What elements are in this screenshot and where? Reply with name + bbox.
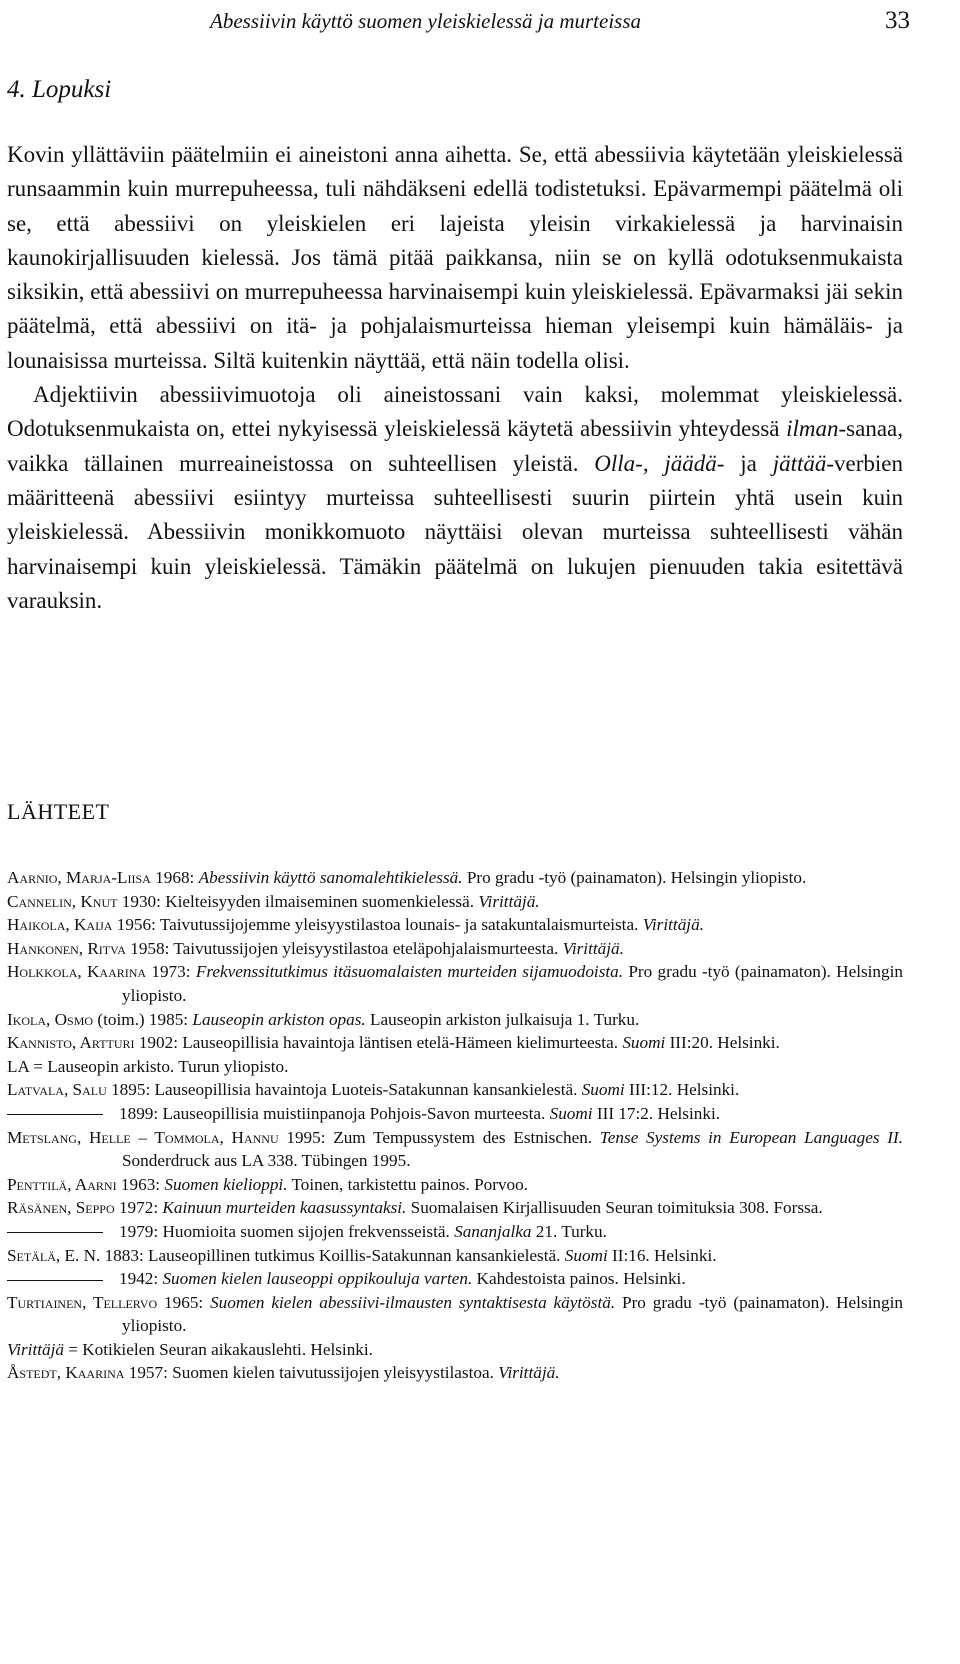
reference-entry [7,1055,903,1079]
reference-entry [7,1126,903,1173]
reference-author: Haikola, Kaija [7,915,113,935]
reference-author: Penttilä, Aarni [7,1174,117,1194]
paragraph-2 [7,378,903,618]
reference-text: 1902: Lauseopillisia havaintoja läntisen etelä-Hämeen kielimurteesta. [134,1033,623,1053]
reference-text: 1973: [146,962,196,982]
section-title: 4. Lopuksi [7,76,112,103]
reference-text: Pro gradu -työ (painamaton). Helsingin yliopisto. [122,962,903,1005]
paragraph-2-text: , [642,450,665,476]
reference-author: Holkkola, Kaarina [7,962,147,982]
reference-text: Pro gradu -työ (painamaton). Helsingin yliopisto. [462,868,807,887]
reference-entry [7,1244,903,1268]
reference-title: Suomi [622,1033,666,1053]
reference-author: Åstedt, Kaarina [7,1363,125,1383]
reference-entry [7,913,903,937]
reference-text: Toinen, tarkistettu painos. Porvoo. [287,1174,529,1194]
reference-title: Frekvenssitutkimus itäsuomalaisten murteiden sijamuodoista. [195,962,624,982]
page-number: 33 [885,7,910,34]
reference-title: Virittäjä. [562,938,624,958]
reference-text: 21. Turku. [531,1221,607,1241]
paragraph-2-text: -verbien määritteenä abessiivi esiintyy murteissa suhteellisesti suurin piirtein yhtä usein kuin yleiskielessä. Abessiivin monikkomuoto näyttäisi olevan murteissa suhteellisesti vähän harvinaisempi kuin yleiskielessä. Tämäkin päätelmä on lukujen pienuuden takia esitettävä varauksin. [7,450,903,613]
reference-entry [7,866,903,890]
reference-author: Cannelin, Knut [7,891,118,911]
reference-author: Setälä, E. N. [7,1245,101,1265]
reference-entry [7,1102,903,1126]
reference-author: Turtiainen, Tellervo [7,1292,158,1312]
reference-title: Sananjalka [454,1221,532,1241]
reference-entry [7,1031,903,1055]
paragraph-1: Kovin yllättäviin päätelmiin ei aineistoni anna aihetta. Se, että abessiivia käytetään yleiskielessä runsaammin kuin murrepuheessa, tuli nähdäkseni edellä todistetuksi. Epävarmempi päätelmä oli se, että abessiivi on yleiskielen eri lajeista yleisin virkakielessä ja harvinaisin kaunokirjallisuuden kielessä. Jos tämä pitää paikkansa, niin se on kyllä odotuksenmukaista siksikin, että abessiivi on murrepuheessa harvinaisempi kuin yleiskielessä. Epävarmaksi jäi sekin päätelmä, että abessiivi on itä- ja pohjalaismurteissa hieman yleisempi kuin hämäläis- ja lounaisissa murteissa. Siltä kuitenkin näyttää, että näin todella olisi. [7,142,903,373]
paragraph-2-text: ja [724,450,773,476]
reference-author: Kannisto, Artturi [7,1033,135,1053]
reference-list [7,866,903,1385]
reference-text: 1895: Lauseopillisia havaintoja Luoteis-Satakunnan kansankielestä. [106,1080,582,1100]
reference-text: (toim.) 1985: [93,1009,193,1029]
reference-text: 1930: Kielteisyyden ilmaiseminen suomenkielessä. [117,891,479,911]
reference-title: Virittäjä. [478,891,540,911]
reference-title: Suomi [549,1103,593,1123]
reference-entry [7,937,903,961]
reference-author: Ikola, Osmo [7,1009,94,1029]
paragraph-2-text: -sanaa, vaikka tällainen murreaineistossa on suhteellisen yleistä. [7,416,903,476]
reference-entry [7,890,903,914]
reference-text: 1942: [119,1269,163,1289]
reference-title: Virittäjä. [642,915,704,935]
reference-text: III 17:2. Helsinki. [592,1103,721,1123]
references-heading: LÄHTEET [7,799,110,824]
reference-title: Tense Systems in European Languages II. [599,1127,903,1147]
running-head [210,4,910,38]
reference-title: Virittäjä [7,1339,64,1359]
reference-text: 1957: Suomen kielen taivutussijojen yleisyystilastoa. [124,1363,499,1383]
reference-author: Metslang, Helle – Tommola, Hannu [7,1127,279,1147]
term-jaada: jäädä- [664,450,725,476]
reference-text: Lauseopin arkiston julkaisuja 1. Turku. [365,1009,640,1029]
reference-text: 1963: [116,1174,165,1194]
reference-text: 1965: [157,1292,211,1312]
reference-text: LA = Lauseopin arkisto. Turun yliopisto. [7,1056,289,1076]
reference-entry [7,1291,903,1338]
reference-text: 1899: Lauseopillisia muistiinpanoja Pohjois-Savon murteesta. [119,1103,550,1123]
reference-author: Aarnio, Marja-Liisa [7,868,151,887]
reference-text: Pro gradu -työ (painamaton). Helsingin yliopisto. [122,1292,903,1336]
reference-title: Kainuun murteiden kaasussyntaksi. [162,1198,407,1218]
paragraph-2-text: Adjektiivin abessiivimuotoja oli aineistossani vain kaksi, molemmat yleiskielessä. Odotuksenmukaista on, ettei nykyisessä yleiskielessä käytetä abessiivin yhteydessä [7,382,903,442]
reference-text: III:12. Helsinki. [624,1080,740,1100]
reference-text: II:16. Helsinki. [607,1245,717,1265]
reference-entry [7,1361,903,1385]
term-olla: Olla- [594,450,643,476]
ditto-dash [7,1232,103,1233]
running-head-title: Abessiivin käyttö suomen yleiskielessä ja murteissa [210,9,642,33]
reference-author: Räsänen, Seppo [7,1198,115,1218]
reference-entry [7,1078,903,1102]
reference-text: Sonderdruck aus LA 338. Tübingen 1995. [122,1151,411,1171]
ditto-dash [7,1280,103,1281]
term-ilman: ilman [786,416,839,442]
reference-title: Suomi [564,1245,608,1265]
reference-title: Suomi [581,1080,625,1100]
reference-text: 1958: Taivutussijojen yleisyystilastoa eteläpohjalaismurteesta. [125,938,563,958]
reference-title: Suomen kielen abessiivi-ilmausten syntaktisesta käytöstä. [210,1292,616,1312]
reference-text: Kahdestoista painos. Helsinki. [472,1269,686,1289]
reference-entry [7,960,903,1007]
reference-text: Suomalaisen Kirjallisuuden Seuran toimituksia 308. Forssa. [406,1198,823,1218]
reference-title: Suomen kielioppi. [164,1174,288,1194]
term-jattaa: jättää [772,450,827,476]
reference-author: Hankonen, Ritva [7,938,126,958]
reference-title: Virittäjä. [498,1363,560,1383]
reference-text: 1956: Taivutussijojemme yleisyystilastoa lounais- ja satakuntalaismurteista. [112,915,643,935]
reference-title: Lauseopin arkiston opas. [192,1009,366,1029]
reference-title: Abessiivin käyttö sanomalehtikielessä. [198,868,463,887]
reference-entry [7,1267,903,1291]
reference-text: 1995: Zum Tempussystem des Estnischen. [278,1127,600,1147]
reference-text: 1883: Lauseopillinen tutkimus Koillis-Satakunnan kansankielestä. [100,1245,565,1265]
reference-entry [7,1173,903,1197]
reference-text: 1972: [114,1198,163,1218]
reference-title: Suomen kielen lauseoppi oppikouluja varten. [162,1269,473,1289]
reference-text: III:20. Helsinki. [665,1033,780,1053]
reference-entry [7,1338,903,1362]
reference-text: 1968: [150,868,199,887]
body-text [7,138,903,618]
reference-entry [7,1220,903,1244]
reference-entry [7,1008,903,1032]
reference-text: = Kotikielen Seuran aikakauslehti. Helsinki. [63,1339,373,1359]
reference-author: Latvala, Salu [7,1080,107,1100]
ditto-dash [7,1114,103,1115]
reference-entry [7,1196,903,1220]
reference-text: 1979: Huomioita suomen sijojen frekvensseistä. [119,1221,455,1241]
